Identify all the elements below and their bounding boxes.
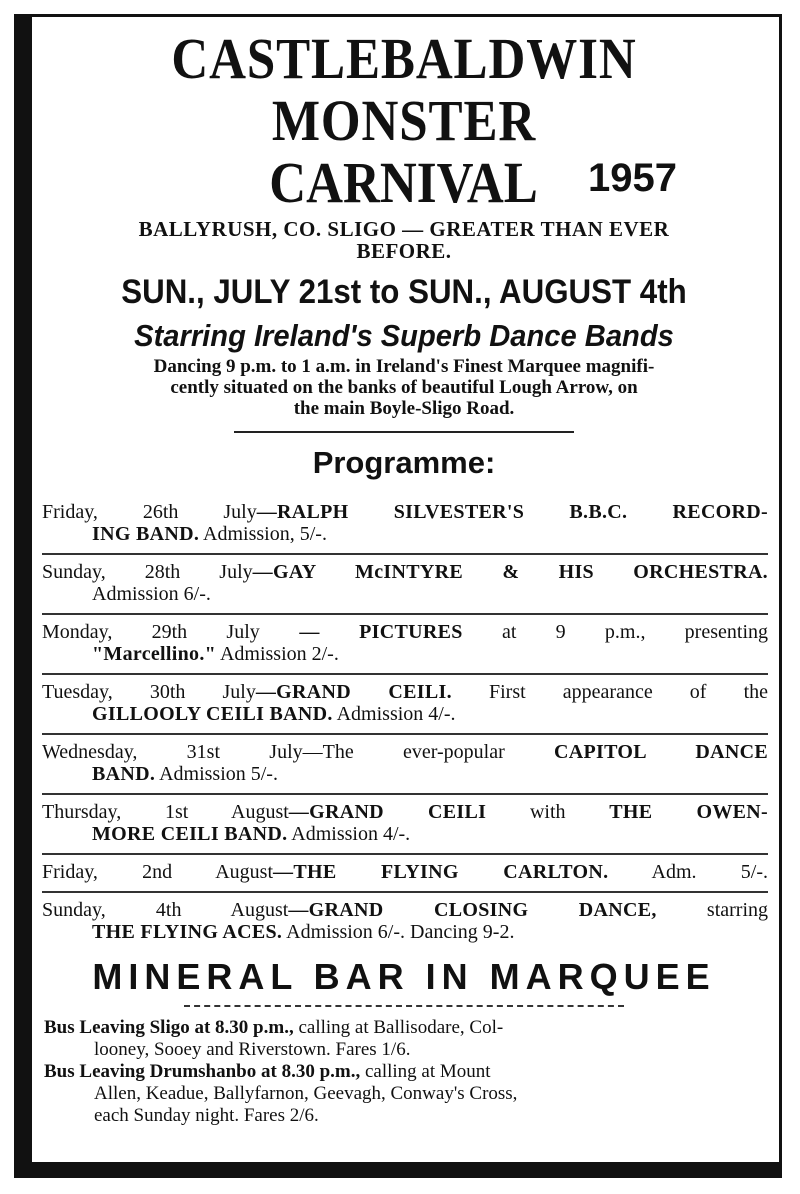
programme-list: [40, 495, 768, 951]
mineral-bar-banner: MINERAL BAR IN MARQUEE: [92, 956, 716, 997]
headline-carnival: CARNIVAL: [269, 150, 539, 215]
event-item: Sunday, 28th July—GAY McINTYRE & HIS ORCHESTRA. Admission 6/-.: [42, 555, 768, 615]
divider: [234, 431, 574, 433]
location-subtitle: BALLYRUSH, CO. SLIGO — GREATER THAN EVER BEFORE.: [138, 217, 670, 263]
event-item: Friday, 26th July—RALPH SILVESTER'S B.B.C. RECORD- ING BAND. Admission, 5/-.: [42, 495, 768, 555]
carnival-dates: SUN., JULY 21st to SUN., AUGUST 4th: [121, 273, 687, 311]
starring-tagline: Starring Ireland's Superb Dance Bands: [134, 318, 674, 353]
advertisement: [40, 28, 768, 1127]
bus-sligo: Bus Leaving Sligo at 8.30 p.m., calling at Ballisodare, Col- looney, Sooey and Riverstown. Fares 1/6.: [44, 1017, 504, 1060]
event-item: Monday, 29th July — PICTURES at 9 p.m., presenting "Marcellino." Admission 2/-.: [42, 615, 768, 675]
event-item: Sunday, 4th August—GRAND CLOSING DANCE, starring THE FLYING ACES. Admission 6/-. Dancing 9-2.: [42, 899, 769, 943]
event-item: Thursday, 1st August—GRAND CEILI with THE OWEN- MORE CEILI BAND. Admission 4/-.: [42, 795, 768, 855]
divider: [184, 1005, 624, 1007]
year-label: 1957: [588, 156, 677, 200]
headline-title: CASTLEBALDWIN MONSTER: [171, 26, 637, 153]
headline-title-line2: [40, 152, 768, 216]
event-item: Friday, 2nd August—THE FLYING CARLTON. Adm. 5/-.: [42, 855, 768, 893]
bus-drumshanbo: Bus Leaving Drumshanbo at 8.30 p.m., calling at Mount Allen, Keadue, Ballyfarnon, Geevagh, Conway's Cross, each Sunday night. Fares 2/6.: [44, 1061, 518, 1126]
event-item: Wednesday, 31st July—The ever-popular CAPITOL DANCE BAND. Admission 5/-.: [42, 735, 768, 795]
bus-info: [44, 1017, 768, 1127]
event-item: Tuesday, 30th July—GRAND CEILI. First appearance of the GILLOOLY CEILI BAND. Admission 4/-.: [42, 675, 768, 735]
dancing-description: Dancing 9 p.m. to 1 a.m. in Ireland's Finest Marquee magnifi- cently situated on the banks of beautiful Lough Arrow, on the main Boyle-Sligo Road.: [153, 356, 655, 419]
programme-heading: Programme:: [312, 445, 496, 480]
